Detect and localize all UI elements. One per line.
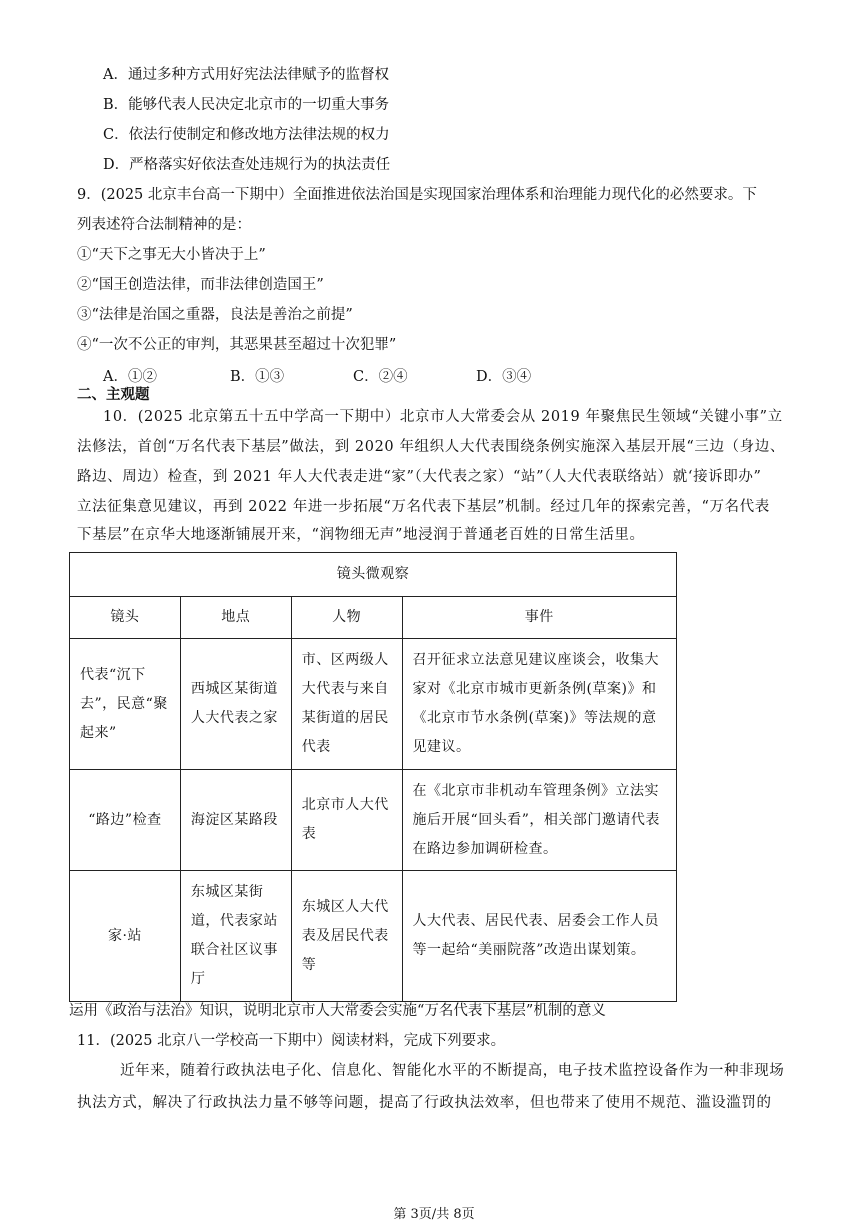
q9-choice-a: A．①② (103, 369, 157, 385)
q9-statement-4: ④“一次不公正的审判，其恶果甚至超过十次犯罪” (77, 337, 397, 353)
table-row (70, 639, 677, 770)
cell-event: 召开征求立法意见建议座谈会，收集大家对《北京市城市更新条例(草案)》和《北京市节水条例(草案)》等法规的意见建议。 (402, 639, 676, 770)
q9-choice-b: B．①③ (230, 369, 285, 385)
cell-people: 北京市人大代表 (291, 770, 402, 871)
q9-statement-1: ①“天下之事无大小皆决于上” (77, 247, 266, 263)
q10-line-5: 下基层”在京华大地逐渐铺展开来，“润物细无声”地浸润于普通老百姓的日常生活里。 (77, 527, 645, 543)
q8-option-c: C．依法行使制定和修改地方法律法规的权力 (103, 127, 390, 143)
cell-shot: 家·站 (70, 871, 181, 1002)
cell-location: 海淀区某路段 (180, 770, 291, 871)
q8-option-a: A．通过多种方式用好宪法法律赋予的监督权 (103, 67, 389, 83)
q9-statement-2: ②“国王创造法律，而非法律创造国王” (77, 277, 324, 293)
q11-stem: 11．(2025 北京八一学校高一下期中）阅读材料，完成下列要求。 (77, 1033, 506, 1049)
header-people: 人物 (291, 597, 402, 639)
cell-shot: “路边”检查 (70, 770, 181, 871)
q9-stem-line1: 9．(2025 北京丰台高一下期中）全面推进依法治国是实现国家治理体系和治理能力现代化的必然要求。下 (77, 187, 757, 203)
q10-line-3: 路边、周边）检查，到 2021 年人大代表走进“家”（大代表之家）“站”（人大代表联络站）就‘接诉即办” (77, 469, 762, 485)
q11-line-2: 执法方式，解决了行政执法力量不够等问题，提高了行政执法效率，但也带来了使用不规范、滥设滥罚的 (77, 1095, 772, 1111)
q10-task: 运用《政治与法治》知识，说明北京市人大常委会实施“万名代表下基层”机制的意义 (69, 1003, 606, 1019)
q8-option-b: B．能够代表人民决定北京市的一切重大事务 (103, 97, 390, 113)
observation-table (69, 552, 677, 1002)
section-title: 二、主观题 (77, 386, 150, 403)
q9-choice-d: D．③④ (476, 369, 532, 385)
q9-statement-3: ③“法律是治国之重器，良法是善治之前提” (77, 307, 353, 323)
header-shot: 镜头 (70, 597, 181, 639)
header-event: 事件 (402, 597, 676, 639)
cell-people: 东城区人大代表及居民代表等 (291, 871, 402, 1002)
cell-people: 市、区两级人大代表与来自某街道的居民代表 (291, 639, 402, 770)
cell-location: 东城区某街道，代表家站联合社区议事厅 (180, 871, 291, 1002)
cell-event: 在《北京市非机动车管理条例》立法实施后开展“回头看”，相关部门邀请代表在路边参加调研检查。 (402, 770, 676, 871)
q10-line-2: 法修法，首创“万名代表下基层”做法，到 2020 年组织人大代表围绕条例实施深入基层开展“三边（身边、 (77, 439, 785, 455)
cell-location: 西城区某街道人大代表之家 (180, 639, 291, 770)
q8-option-d: D．严格落实好依法查处违规行为的执法责任 (103, 157, 391, 173)
table-header-row (70, 597, 677, 639)
cell-event: 人大代表、居民代表、居委会工作人员等一起给“美丽院落”改造出谋划策。 (402, 871, 676, 1002)
header-location: 地点 (180, 597, 291, 639)
table-row (70, 770, 677, 871)
table-caption: 镜头微观察 (70, 553, 677, 597)
q9-choice-c: C．②④ (353, 369, 408, 385)
q9-stem-line2: 列表述符合法制精神的是： (77, 217, 251, 233)
q11-line-1: 近年来，随着行政执法电子化、信息化、智能化水平的不断提高，电子技术监控设备作为一种非现场 (120, 1063, 785, 1079)
page-footer: 第 3页/共 8页 (393, 1207, 475, 1222)
table-row (70, 871, 677, 1002)
q10-line-4: 立法征集意见建议，再到 2022 年进一步拓展“万名代表下基层”机制。经过几年的探索完善，“万名代表 (77, 499, 770, 515)
cell-shot: 代表“沉下去”，民意“聚起来” (70, 639, 181, 770)
q10-line-1: 10．(2025 北京第五十五中学高一下期中）北京市人大常委会从 2019 年聚焦民生领域“关键小事”立 (103, 409, 783, 425)
